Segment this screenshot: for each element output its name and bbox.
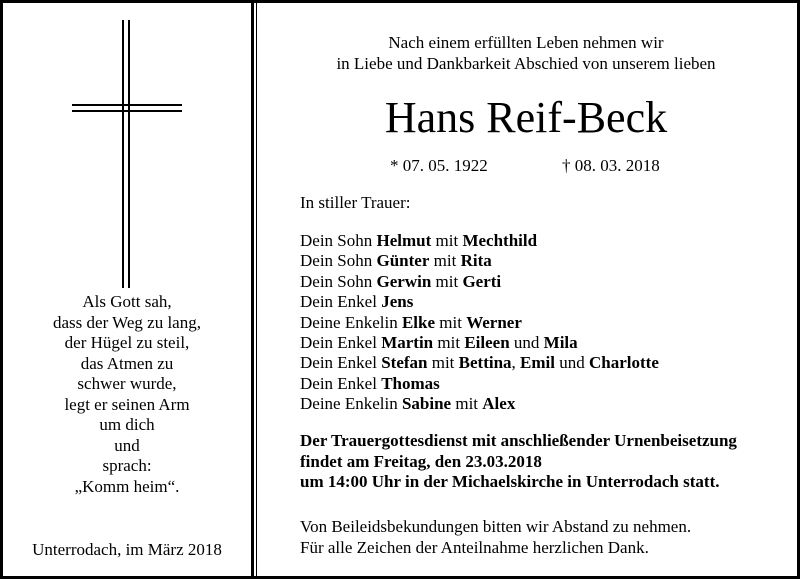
poem [20,292,234,497]
death-date: † 08. 03. 2018 [562,156,660,175]
cross-icon [72,20,182,288]
thanks-line: Für alle Zeichen der Anteilnahme herzlichen Dank. [300,537,649,557]
intro-text [300,32,752,74]
intro-line: in Liebe und Dankbarkeit Abschied von unserem lieben [336,54,716,73]
service-line: um 14:00 Uhr in der Michaelskirche in Unterrodach statt. [300,472,720,491]
poem-line: sprach: [102,456,152,475]
family-row: Dein Sohn Gerwin mit Gerti [300,271,502,291]
family-row: Deine Enkelin Sabine mit Alex [300,394,516,414]
poem-line: schwer wurde, [77,374,177,393]
birth-date: * 07. 05. 1922 [390,156,488,175]
poem-line: dass der Weg zu lang, [53,312,201,332]
family-row: Dein Sohn Günter mit Rita [300,251,492,271]
poem-line: Als Gott sah, [82,292,172,311]
family-row: Dein Sohn Helmut mit Mechthild [300,231,538,250]
poem-line: und [114,435,140,455]
poem-line: legt er seinen Arm [64,394,190,414]
family-row: Dein Enkel Thomas [300,373,440,393]
thanks-line: Von Beileidsbekundungen bitten wir Abstand zu nehmen. [300,517,692,536]
column-divider [251,0,254,579]
deceased-name: Hans Reif-Beck [384,93,668,142]
family-row: Dein Enkel Martin mit Eileen und Mila [300,333,578,353]
service-line: findet am Freitag, den 23.03.2018 [300,451,542,471]
family-row: Dein Enkel Jens [300,292,414,312]
poem-line: das Atmen zu [80,353,174,373]
thanks-text [300,517,691,558]
service-line: Der Trauergottesdienst mit anschließender Urnenbeisetzung [300,431,737,450]
column-divider-thin [256,0,257,579]
poem-line: der Hügel zu steil, [64,333,190,352]
family-row: Dein Enkel Stefan mit Bettina, Emil und Charlotte [300,353,659,373]
family-list [300,231,659,415]
poem-line: um dich [99,415,155,434]
mourning-label: In stiller Trauer: [300,193,411,212]
service-info [300,431,737,493]
place-date: Unterrodach, im März 2018 [32,540,222,559]
family-row: Deine Enkelin Elke mit Werner [300,312,522,332]
poem-line: „Komm heim“. [74,476,180,496]
intro-line: Nach einem erfüllten Leben nehmen wir [388,33,664,52]
